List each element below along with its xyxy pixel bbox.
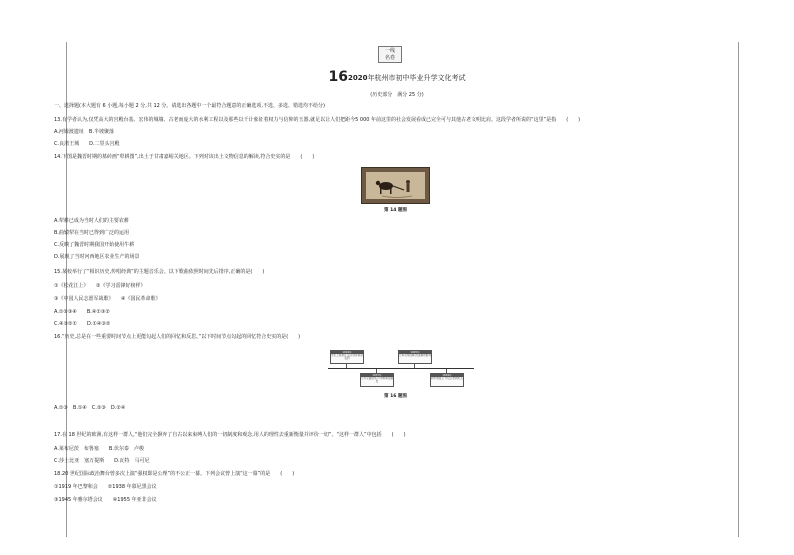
question-18-items-34: ③1945 年雅尔塔会议 ④1955 年亚非会议 [54,497,157,503]
plowing-scene-icon [362,168,430,204]
exam-title-text: 年杭州市初中毕业升学文化考试 [367,74,466,82]
question-18-stem: 18.20 世纪国际政治舞台曾多次上演“强权即是公理”的不公正一幕。下列会议曾上演“这一幕”的是 ( ) [54,471,295,477]
question-16-stem: 16.“历史,总是在一些重要时间节点上更能勾起人们的回忆和反思。”以下时间节点勾起的回忆符合史实的是( ) [54,334,301,340]
exam-year: 2020 [348,74,368,82]
question-15-options-ab: A.①②③④ B.④①③② [54,309,110,315]
timeline-event-1: 1919年 学生上街游行 反对北洋政府签约 [330,350,364,364]
page-subtitle: (历史部分 满分 25 分) [370,92,424,98]
timeline-event-2: 1937年 日军全面侵华 卢沟桥事变爆发 [360,373,394,387]
badge-line-2: 名卷 [384,55,395,61]
question-17-options-ab: A.莱布尼茨 布鲁塞 B.伏尔泰 卢梭 [54,446,144,452]
question-14-option-d: D.展现了当时河西地区农业生产的场景 [54,254,140,260]
right-margin-line [738,42,739,537]
timeline-event-3: 1945年 日本宣布投降 抗战取得胜利 [398,350,432,364]
question-14-stem: 14.下图是魏晋时期的墓砖画“犁耕图”,出土于甘肃嘉峪关地区。下列对该出土文物信息的解读,符合史实的是 ( ) [54,154,315,160]
question-17-options-cd: C.莎士比亚 塞万提斯 D.瓦特 马可尼 [54,458,150,464]
section-instructions: 一、选择题(本大题有 6 小题,每小题 2 分,共 12 分。请选出各题中一个最符合题意的正确选项,不选、多选、错选均不给分) [54,103,325,109]
timeline-event-4: 1949年 新中国成立 开启历史新纪元 [430,373,464,387]
page-title [0,70,794,85]
figure-16-caption: 第 16 题图 [384,394,407,399]
plowing-painting-image [361,167,430,204]
question-15-stem: 15.某校举行了“相识历史,传唱经典”的主题音乐会。以下歌曲依照时间先后排序,正确的是( ) [54,269,265,275]
question-13-options-ab: A.河姆渡遗址 B.半坡聚落 [54,129,114,135]
question-14-option-a: A.犁耕已成为当时人们的主要农耕 [54,218,129,224]
question-17-stem: 17.在 18 世纪的欧洲,有这样一群人,“他们完全摒弃了自古以来束缚人们的一切制度和观念,用人的理性去重新衡量并评价一切”。“这样一群人”中包括 ( ) [54,432,406,438]
question-15-songs-12: ①《松花江上》 ②《学习雷锋好榜样》 [54,283,146,289]
timeline-axis [328,368,474,369]
exam-number: 16 [328,69,348,85]
figure-14-caption: 第 14 题图 [384,208,407,213]
question-13-options-cd: C.良渚王城 D.二里头宫殿 [54,141,120,147]
question-14-option-c: C.反映了魏晋时期我国开始使用牛耕 [54,242,135,248]
question-15-options-cd: C.④③②① D.①④③② [54,321,111,327]
timeline-figure [328,344,474,390]
exam-badge [378,46,402,63]
question-14-option-b: B.曲辕犁在当时已得到广泛的运用 [54,230,130,236]
question-13-stem: 13.有学者认为,仅凭高大的宫殿台基、宏伟的城墙、古老而庞大的水利工程以及那些以千计象征着权力与信仰的玉器,就足以让人们把距今5 000 年前这里的社会发展看成已完全可与其他古老文明比肩。这段学者所说的“这里”是指 ( ) [54,117,581,123]
question-18-items-12: ①1919 年巴黎和会 ②1938 年慕尼黑会议 [54,484,157,490]
question-16-options: A.①③ B.①④ C.②③ D.②④ [54,405,126,411]
question-15-songs-34: ③《中国人民志愿军战歌》 ④《国民革命歌》 [54,296,161,302]
badge-line-1: 一线 [384,48,395,54]
